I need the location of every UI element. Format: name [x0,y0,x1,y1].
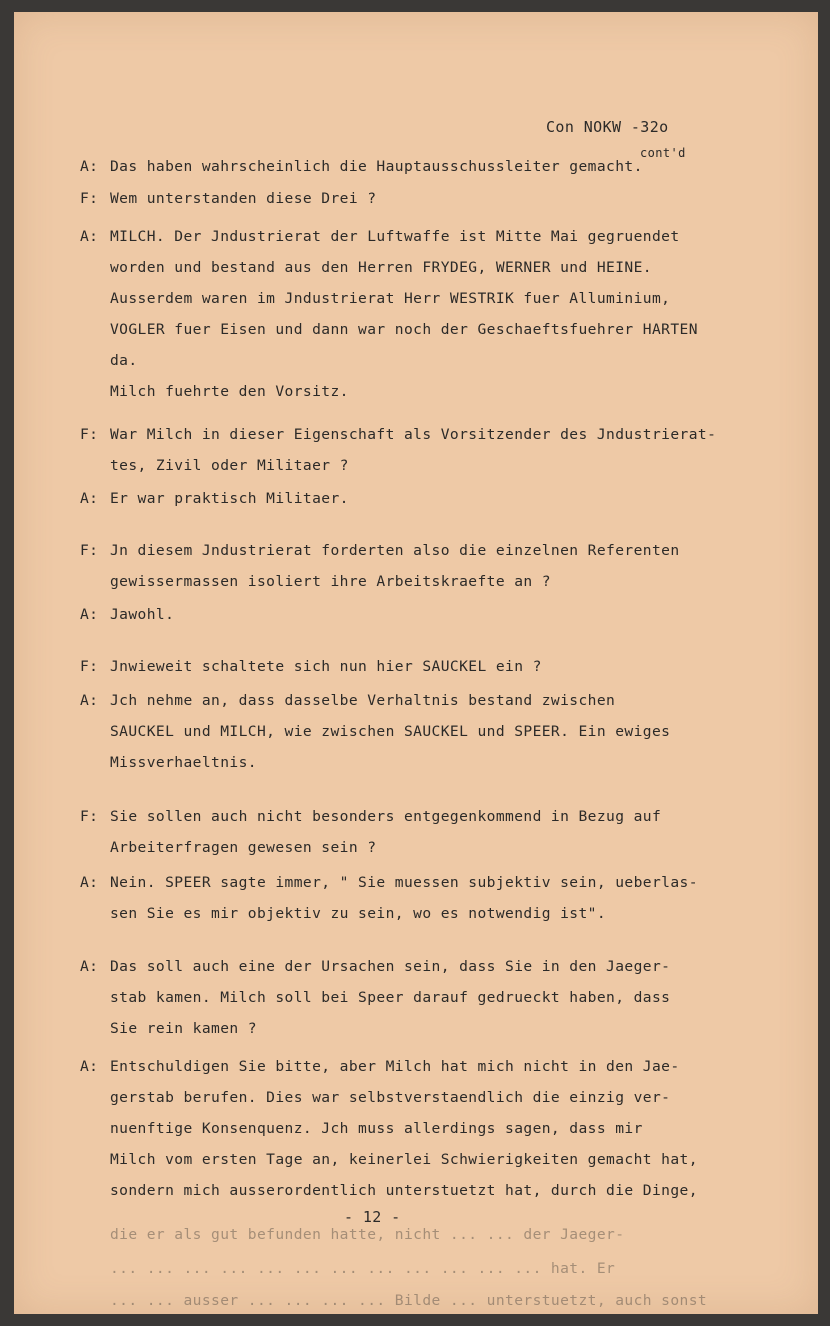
transcript-line: gewissermassen isoliert ihre Arbeitskraefte an ? [110,573,551,590]
transcript-line: Sie sollen auch nicht besonders entgegenkommend in Bezug auf [110,808,662,825]
speaker-label: A: [80,606,99,623]
transcript-line: sen Sie es mir objektiv zu sein, wo es notwendig ist". [110,905,607,922]
transcript-line: Nein. SPEER sagte immer, " Sie muessen subjektiv sein, ueberlas- [110,874,698,891]
transcript-line: nuenftige Konsenquenz. Jch muss allerdings sagen, dass mir [110,1120,643,1137]
speaker-label: F: [80,426,99,443]
transcript-line: da. [110,352,138,369]
transcript-line: SAUCKEL und MILCH, wie zwischen SAUCKEL und SPEER. Ein ewiges [110,723,671,740]
faded-line: ... ... ... ... ... ... ... ... ... ... ... ... hat. Er [110,1260,616,1277]
transcript-line: stab kamen. Milch soll bei Speer darauf gedrueckt haben, dass [110,989,671,1006]
transcript-line: Missverhaeltnis. [110,754,257,771]
transcript-line: Das soll auch eine der Ursachen sein, dass Sie in den Jaeger- [110,958,671,975]
transcript-body [14,12,818,1314]
transcript-line: gerstab berufen. Dies war selbstverstaendlich die einzig ver- [110,1089,671,1106]
speaker-label: A: [80,1058,99,1075]
transcript-line: worden und bestand aus den Herren FRYDEG, WERNER und HEINE. [110,259,652,276]
page-number: - 12 - [344,1208,401,1226]
transcript-line: Milch vom ersten Tage an, keinerlei Schwierigkeiten gemacht hat, [110,1151,698,1168]
transcript-line: Jawohl. [110,606,175,623]
transcript-line: VOGLER fuer Eisen und dann war noch der Geschaeftsfuehrer HARTEN [110,321,698,338]
transcript-line: MILCH. Der Jndustrierat der Luftwaffe ist Mitte Mai gegruendet [110,228,680,245]
speaker-label: A: [80,158,99,175]
speaker-label: A: [80,490,99,507]
transcript-line: War Milch in dieser Eigenschaft als Vorsitzender des Jndustrierat- [110,426,717,443]
speaker-label: A: [80,692,99,709]
transcript-line: Jn diesem Jndustrierat forderten also die einzelnen Referenten [110,542,680,559]
transcript-line: Entschuldigen Sie bitte, aber Milch hat mich nicht in den Jae- [110,1058,680,1075]
faded-line: ... ... ausser ... ... ... ... Bilde ... unterstuetzt, auch sonst [110,1292,708,1309]
document-reference: Con NOKW -32o [546,118,669,136]
transcript-line: Jnwieweit schaltete sich nun hier SAUCKEL ein ? [110,658,542,675]
transcript-line: Arbeiterfragen gewesen sein ? [110,839,377,856]
continued-note: cont'd [640,146,686,160]
transcript-line: Milch fuehrte den Vorsitz. [110,383,349,400]
transcript-line: Jch nehme an, dass dasselbe Verhaltnis bestand zwischen [110,692,616,709]
speaker-label: A: [80,958,99,975]
faded-line: die er als gut befunden hatte, nicht ... ... der Jaeger- [110,1226,625,1243]
transcript-line: sondern mich ausserordentlich unterstuetzt hat, durch die Dinge, [110,1182,698,1199]
transcript-line: Sie rein kamen ? [110,1020,257,1037]
transcript-line: Das haben wahrscheinlich die Hauptausschussleiter gemacht. [110,158,643,175]
transcript-line: Wem unterstanden diese Drei ? [110,190,377,207]
document-page [14,12,818,1314]
speaker-label: F: [80,658,99,675]
transcript-line: tes, Zivil oder Militaer ? [110,457,349,474]
speaker-label: A: [80,874,99,891]
transcript-line: Ausserdem waren im Jndustrierat Herr WESTRIK fuer Alluminium, [110,290,671,307]
speaker-label: A: [80,228,99,245]
speaker-label: F: [80,542,99,559]
speaker-label: F: [80,808,99,825]
speaker-label: F: [80,190,99,207]
transcript-line: Er war praktisch Militaer. [110,490,349,507]
